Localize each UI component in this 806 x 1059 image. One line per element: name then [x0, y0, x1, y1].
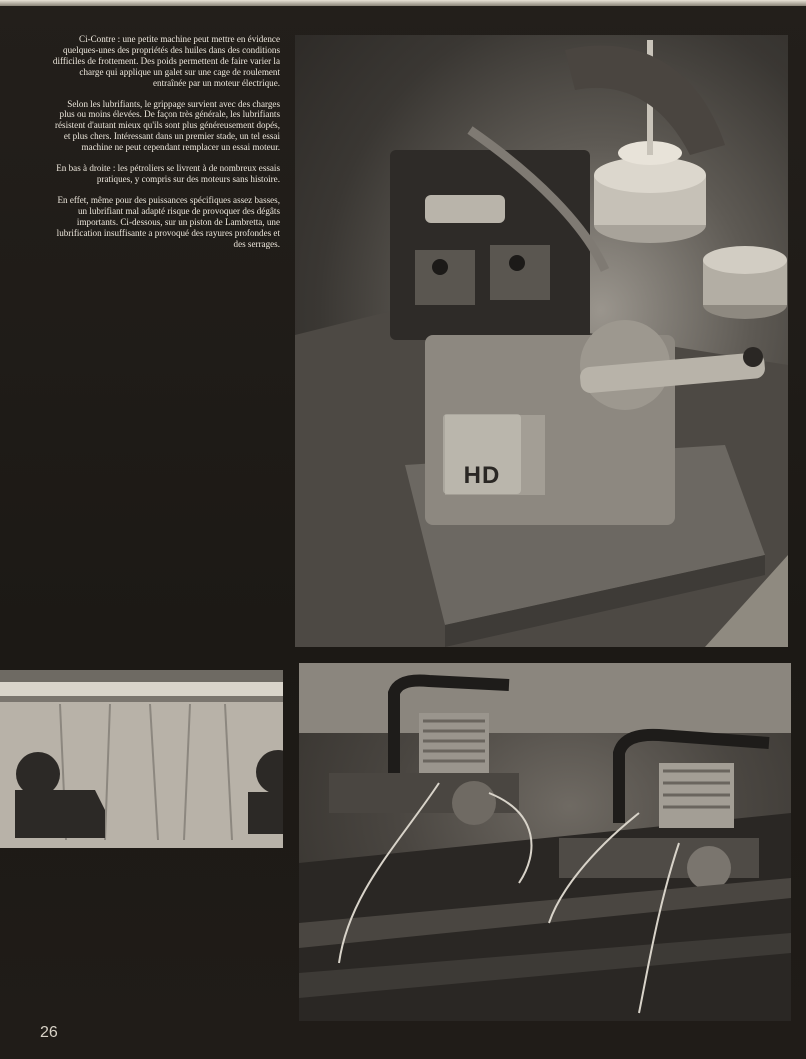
caption-paragraph: En effet, même pour des puissances spécifiques assez basses, un lubrifiant mal adapté risque de provoquer des dégâts importants. Ci-dessous, sur un piston de Lambretta, une lubrification insuffisante a provoqué des rayures profondes et des serrages.: [56, 194, 280, 249]
photo-friction-test-machine: [295, 35, 788, 647]
caption-paragraph: En bas à droite : les pétroliers se livrent à de nombreux essais pratiques, y compris sur des moteurs sans histoire.: [56, 163, 280, 184]
caption-text: [52, 34, 280, 259]
page-number: 26: [40, 1024, 58, 1041]
photo-scored-piston: [0, 670, 283, 848]
watermark-logo: [443, 414, 521, 494]
engines-illustration: [299, 663, 791, 1021]
machine-illustration: [295, 35, 788, 647]
caption-paragraph: Ci-Contre : une petite machine peut mettre en évidence quelques-unes des propriétés des huiles dans des conditions difficiles de frottement. Des poids permettent de faire varier la charge qui applique un galet sur une cage de roulement entraînée par un moteur électrique.: [52, 34, 280, 88]
watermark-text: HD: [463, 462, 501, 489]
piston-illustration: [0, 670, 283, 848]
photo-engine-test-bench: [299, 663, 791, 1021]
caption-paragraph: Selon les lubrifiants, le grippage survient avec des charges plus ou moins élevées. De façon très générale, les lubrifiants résistent d'autant mieux qu'ils sont plus généreusement dopés, et plus chers. Intéressant dans un premier stade, un tel essai machine ne peut cependant remplacer un essai moteur.: [54, 98, 280, 153]
page-top-edge: [0, 0, 806, 6]
